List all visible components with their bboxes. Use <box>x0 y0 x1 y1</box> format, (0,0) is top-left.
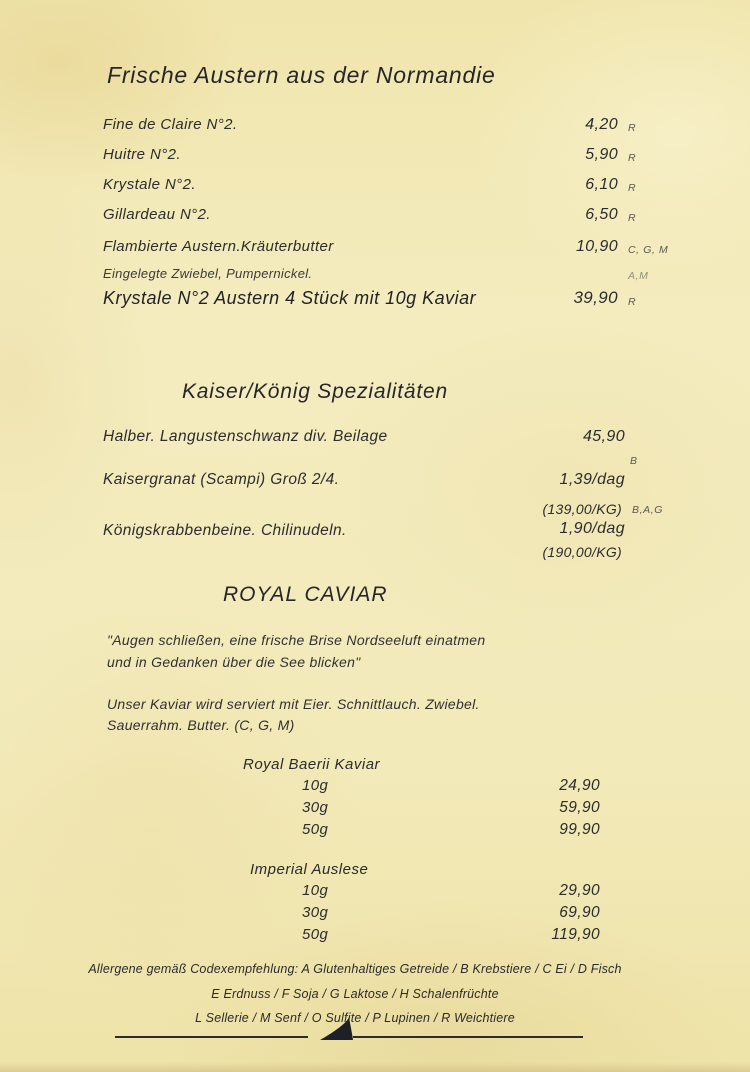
item-price: 6,50 <box>585 206 618 223</box>
item-name: Fine de Claire N°2. <box>103 116 238 133</box>
quote-line: und in Gedanken über die See blicken" <box>107 654 361 670</box>
item-name: Krystale N°2. <box>103 176 196 193</box>
menu-item-row <box>0 882 750 906</box>
item-name: Krystale N°2 Austern 4 Stück mit 10g Kaviar <box>103 288 477 308</box>
item-allergen-codes: R <box>628 152 637 164</box>
item-price: 4,20 <box>585 116 618 133</box>
item-name: Königskrabbenbeine. Chilinudeln. <box>103 522 347 539</box>
item-name: Flambierte Austern.Kräuterbutter <box>103 238 334 255</box>
weight-label: 30g <box>302 904 329 921</box>
allergen-legend-line: E Erdnuss / F Soja / G Laktose / H Schalenfrüchte <box>211 987 499 1001</box>
caviar-group-title: Royal Baerii Kaviar <box>243 756 381 773</box>
item-allergen-codes: R <box>628 122 637 134</box>
item-price: 99,90 <box>559 821 600 838</box>
allergen-legend-line: Allergene gemäß Codexempfehlung: A Glutenhaltiges Getreide / B Krebstiere / C Ei / D Fisch <box>88 962 622 976</box>
paper-bottom-edge <box>0 1062 750 1072</box>
serving-note-line: Unser Kaviar wird serviert mit Eier. Schnittlauch. Zwiebel. <box>107 696 480 712</box>
item-price: 39,90 <box>573 288 618 307</box>
menu-item-row <box>0 176 750 200</box>
item-price: 45,90 <box>582 428 625 445</box>
weight-label: 50g <box>302 821 329 838</box>
menu-item-row <box>0 428 750 452</box>
item-unit-price: (139,00/KG) <box>542 501 622 517</box>
item-price: 10,90 <box>575 238 618 255</box>
menu-item-row <box>0 206 750 230</box>
divider-right-line <box>353 1036 583 1038</box>
caviar-group-title: Imperial Auslese <box>250 861 369 878</box>
weight-label: 10g <box>302 882 329 899</box>
menu-item-row <box>0 799 750 823</box>
item-price: 6,10 <box>585 176 618 193</box>
item-name: Huitre N°2. <box>103 146 181 163</box>
weight-label: 10g <box>302 777 329 794</box>
item-price: 5,90 <box>585 146 618 163</box>
item-name: Kaisergranat (Scampi) Groß 2/4. <box>103 471 340 488</box>
item-price: 24,90 <box>559 777 600 794</box>
menu-item-row <box>0 116 750 140</box>
menu-item-row <box>0 777 750 801</box>
item-allergen-codes: B <box>630 455 638 467</box>
quote-line: "Augen schließen, eine frische Brise Nordseeluft einatmen <box>107 632 486 648</box>
menu-item-row <box>0 146 750 170</box>
item-price: 59,90 <box>559 799 600 816</box>
menu-item-row <box>0 238 750 262</box>
item-price: 29,90 <box>559 882 600 899</box>
serving-note-line: Sauerrahm. Butter. (C, G, M) <box>107 717 295 733</box>
menu-item-row <box>0 926 750 950</box>
menu-item-row <box>0 266 750 290</box>
section-title-austern: Frische Austern aus der Normandie <box>107 62 496 88</box>
item-name: Halber. Langustenschwanz div. Beilage <box>103 428 388 445</box>
item-allergen-codes: R <box>628 182 637 194</box>
item-price: 119,90 <box>551 926 600 943</box>
weight-label: 50g <box>302 926 329 943</box>
item-allergen-codes: R <box>628 296 637 308</box>
item-allergen-codes: C, G, M <box>628 244 669 256</box>
item-price: 69,90 <box>559 904 600 921</box>
item-price: 1,90/dag <box>559 520 625 537</box>
divider-left-line <box>115 1036 308 1038</box>
section-title-caviar: ROYAL CAVIAR <box>223 583 388 606</box>
item-allergen-codes: R <box>628 212 637 224</box>
shark-fin-icon <box>320 1017 353 1040</box>
weight-label: 30g <box>302 799 329 816</box>
item-name: Gillardeau N°2. <box>103 206 211 223</box>
item-name: Eingelegte Zwiebel, Pumpernickel. <box>103 266 313 281</box>
section-title-kaiser: Kaiser/König Spezialitäten <box>182 380 448 403</box>
menu-item-row <box>0 471 750 495</box>
menu-item-row <box>0 821 750 845</box>
menu-item-row <box>0 288 750 312</box>
menu-item-row <box>0 522 750 546</box>
item-allergen-codes: A,M <box>628 270 649 282</box>
item-price: 1,39/dag <box>559 471 625 488</box>
allergen-legend-line: L Sellerie / M Senf / O Sulfite / P Lupinen / R Weichtiere <box>195 1011 515 1025</box>
menu-item-row <box>0 904 750 928</box>
item-allergen-codes: B,A,G <box>632 504 664 516</box>
item-unit-price: (190,00/KG) <box>542 544 622 560</box>
